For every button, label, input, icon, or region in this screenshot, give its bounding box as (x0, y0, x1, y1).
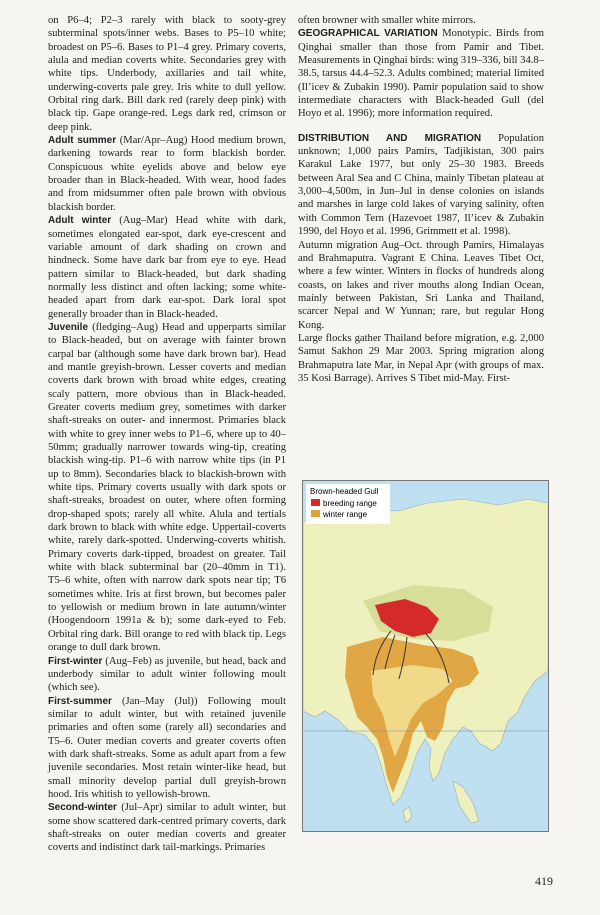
legend-label-winter: winter range (323, 510, 368, 519)
range-map-graphic (303, 481, 548, 831)
para-distribution: DISTRIBUTION AND MIGRATION Population unknown; 1,000 pairs Pamirs, Tadjikistan, 300 pairs Karakul Lake 1977, but only 25–30 1983. Breeds between Aral Sea and C China, mainly Tibetan plateau at 3,000–4,500m, in Jun–Jul in dense colonies on islands and marshes in large cold lakes of varying salinity, often with Common Tern (Hazevoet 1987, Il’icev & Zubakin 1990, del Hoyo et al. 1996, Grimmett et al. 1998). (298, 132, 544, 238)
heading-geographical-variation: GEOGRAPHICAL VARIATION (298, 28, 438, 40)
heading-adult-summer: Adult summer (48, 135, 117, 147)
para-geographical-variation: GEOGRAPHICAL VARIATION Monotypic. Birds from Qinghai smaller than those from Pamir and Tibet. Measurements in Qinghai birds: wing 319–336, bill 34.8–38.5, tarsus 44.4–52.3. Adults combined; material limited (Il’icev & Zubakin 1990). Pamir population said to show intermediate characters with Black-headed Gull (del Hoyo et al. 1996); more information required. (298, 28, 544, 120)
para-first-winter: First-winter (Aug–Feb) as juvenile, but head, back and underbody similar to adult winter following moult (which see). (48, 655, 286, 694)
heading-adult-winter: Adult winter (48, 215, 112, 227)
para-juvenile: Juvenile (fledging–Aug) Head and upperparts similar to Black-headed, but on average with fainter brown carpal bar (although some have dark brown bar). Head and mantle greyish-brown. Lesser coverts and median coverts dark brown with broad white edges, creating scaly pattern, more obvious than in Black-headed. Greater coverts medium grey, sometimes with darker shaft-streaks on outer- and innermost. Primaries black with white to grey inner webs to P1–6, where up to 40–50mm; gradually narrower towards wing-tip, creating blackish wing-tip. P1–6 with narrow white tips (in P1 up to 8mm). Secondaries black to blackish-brown with white tips. Primary coverts usually with dark spots or shaft-streaks, broadest on outer, where often forming drop-shaped spots; rarely all white. Alula and tertials dark brown to black with white edge. Uppertail-coverts white, rarely dark-spotted. Underwing-coverts whitish. Primary coverts dark-tipped, broadest on greater. Tail white with black subterminal bar (20–40mm in T1). T5–6 white, often with narrow dark spots near tip; T6 sometimes white. Iris at first brown, but becomes paler to yellowish or medium brown in late autumn/winter (Hoogendoorn 1991a & b); some dark-eyed to Feb. Orbital ring dark. Bill orange to red with black tip. Legs orange to dull dark brown. (48, 321, 286, 654)
section-gap (298, 121, 544, 132)
para-first-summer: First-summer (Jan–May (Jul)) Following moult similar to adult winter, but with retained juvenile primaries and often some (rarely all) secondaries and T5–6. Outer median coverts and greater coverts often with dark shaft-streaks. Some as adult apart from a few juvenile secondaries. Most retain winter-like head, but small minority develop partial dull greyish-brown hood. Iris whitish to yellowish-brown. (48, 695, 286, 800)
para-adult-summer: Adult summer (Mar/Apr–Aug) Hood medium brown, darkening towards rear to form blackish border. Conspicuous white eyelids above and below eye broader than in Black-headed. With wear, hood fades and from midsummer often pale brown with obvious blackish border. (48, 135, 286, 213)
heading-juvenile: Juvenile (48, 321, 89, 333)
right-column (298, 14, 544, 385)
para-plumage-end: often browner with smaller white mirrors. (298, 15, 476, 26)
para-spring-migration: Large flocks gather Thailand before migration, e.g. 2,000 Samut Sakhon 29 Mar 2003. Spring migration along Brahmaputra late Mar, in Nepal Apr (with groups of max. 35 Kosi Barrage). Arrives S Tibet mid-May. First- (298, 332, 544, 384)
legend-label-breeding: breeding range (323, 499, 377, 508)
legend-swatch-winter (311, 510, 320, 517)
para-second-winter: Second-winter (Jul–Apr) similar to adult winter, but some show scattered dark-centred primary coverts, dark shaft-streaks on outer median coverts and greater coverts and indistinct dark tail-markings. Primaries (48, 802, 286, 854)
para-autumn-migration: Autumn migration Aug–Oct. through Pamirs, Himalayas and Brahmaputra. Vagrant E China. Leaves Tibet Oct, where a few winter. Winters in flocks of hundreds along coasts, on lakes and river mouths along Indian Ocean, mainly between Pakistan, Sri Lanka and Thailand, scarcer Nepal and W Yunnan; rare, but regular Hong Kong. (298, 239, 544, 331)
page-number: 419 (535, 874, 553, 888)
heading-first-summer: First-summer (48, 695, 112, 707)
range-map (302, 480, 549, 832)
heading-distribution: DISTRIBUTION AND MIGRATION (298, 132, 482, 144)
left-column (48, 14, 286, 855)
heading-first-winter: First-winter (48, 655, 103, 667)
heading-second-winter: Second-winter (48, 802, 117, 814)
legend-swatch-breeding (311, 499, 320, 506)
para-plumage-intro: on P6–4; P2–3 rarely with black to sooty-grey subterminal spots/inner webs. Bases to P5–10 white; broadest on P5–6. Bases to P1–4 grey. Primary coverts, alula and median coverts white. Secondaries grey with white tips. Underbody, axillaries and tail white, underwing-coverts pale grey. Iris white to dull yellow. Orbital ring dark. Bill dark red (rarely deep pink) with black tip. Gape orange-red. Legs dark red, crimson or deep pink. (48, 15, 286, 133)
map-legend-title: Brown-headed Gull (310, 487, 379, 496)
para-adult-winter: Adult winter (Aug–Mar) Head white with dark, sometimes elongated ear-spot, dark eye-crescent and variable amount of dark shading on crown and hindneck. Some have dark bar from eye to eye. Head pattern similar to Black-headed, but dark shading normally less distinct and often lacking; some white-headed apart from dark ear-spot. Dark loral spot generally broader than in Black-headed. (48, 215, 286, 320)
